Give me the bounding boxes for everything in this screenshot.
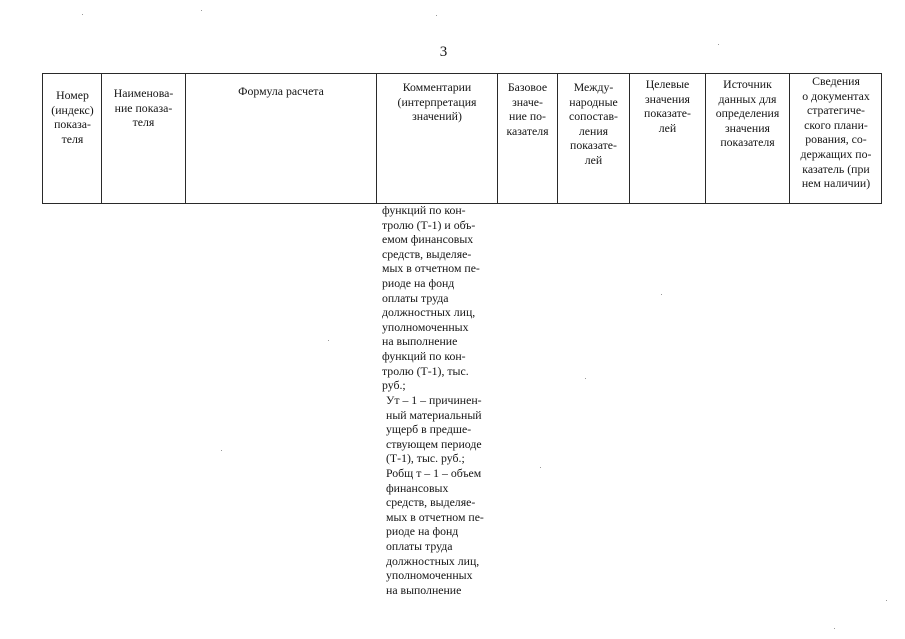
- header-index: Номер (индекс) показа- теля: [51, 88, 94, 146]
- header-comments: Комментарии (интерпретация значений): [397, 80, 477, 124]
- scan-speck: [540, 467, 541, 468]
- scan-speck: [82, 14, 83, 15]
- header-base-value: Базовое значе- ние по- казателя: [506, 80, 549, 138]
- header-data-source: Источник данных для определения значения показателя: [715, 77, 780, 150]
- scan-speck: [886, 600, 887, 601]
- scan-speck: [661, 294, 662, 295]
- header-international: Между- народные сопостав- ления показате- лей: [569, 80, 618, 167]
- scan-speck: [328, 340, 329, 341]
- scan-speck: [221, 450, 222, 451]
- comment-text-upper: функций по кон- тролю (Т-1) и объ- емом финансовых средств, выделяе- мых в отчетном пе- риоде на фонд оплаты труда должностных лиц, уполномоченных на выполнение функций по кон- тролю (Т-1), тыс. руб.;: [382, 203, 480, 393]
- header-target-values: Целевые значения показате- лей: [644, 77, 691, 135]
- header-strategic-docs: Сведения о документах стратегиче- ского плани- рования, со- держащих по- казатель (при нем наличии): [800, 74, 872, 191]
- scan-speck: [585, 378, 586, 379]
- scan-speck: [718, 44, 719, 45]
- scan-speck: [834, 628, 835, 629]
- scan-speck: [201, 10, 202, 11]
- page-number: 3: [439, 44, 448, 60]
- header-name: Наименова- ние показа- теля: [113, 86, 174, 130]
- comment-text-lower: Ут – 1 – причинен- ный материальный ущерб в предше- ствующем периоде (Т-1), тыс. руб.; Робщ т – 1 – объем финансовых средств, выделяе- мых в отчетном пе- риоде на фонд оплаты труда должностных лиц, уполномоченных на выполнение: [386, 393, 484, 597]
- header-formula: Формула расчета: [238, 84, 324, 98]
- scan-speck: [436, 15, 437, 16]
- indicator-table-header: [42, 73, 882, 204]
